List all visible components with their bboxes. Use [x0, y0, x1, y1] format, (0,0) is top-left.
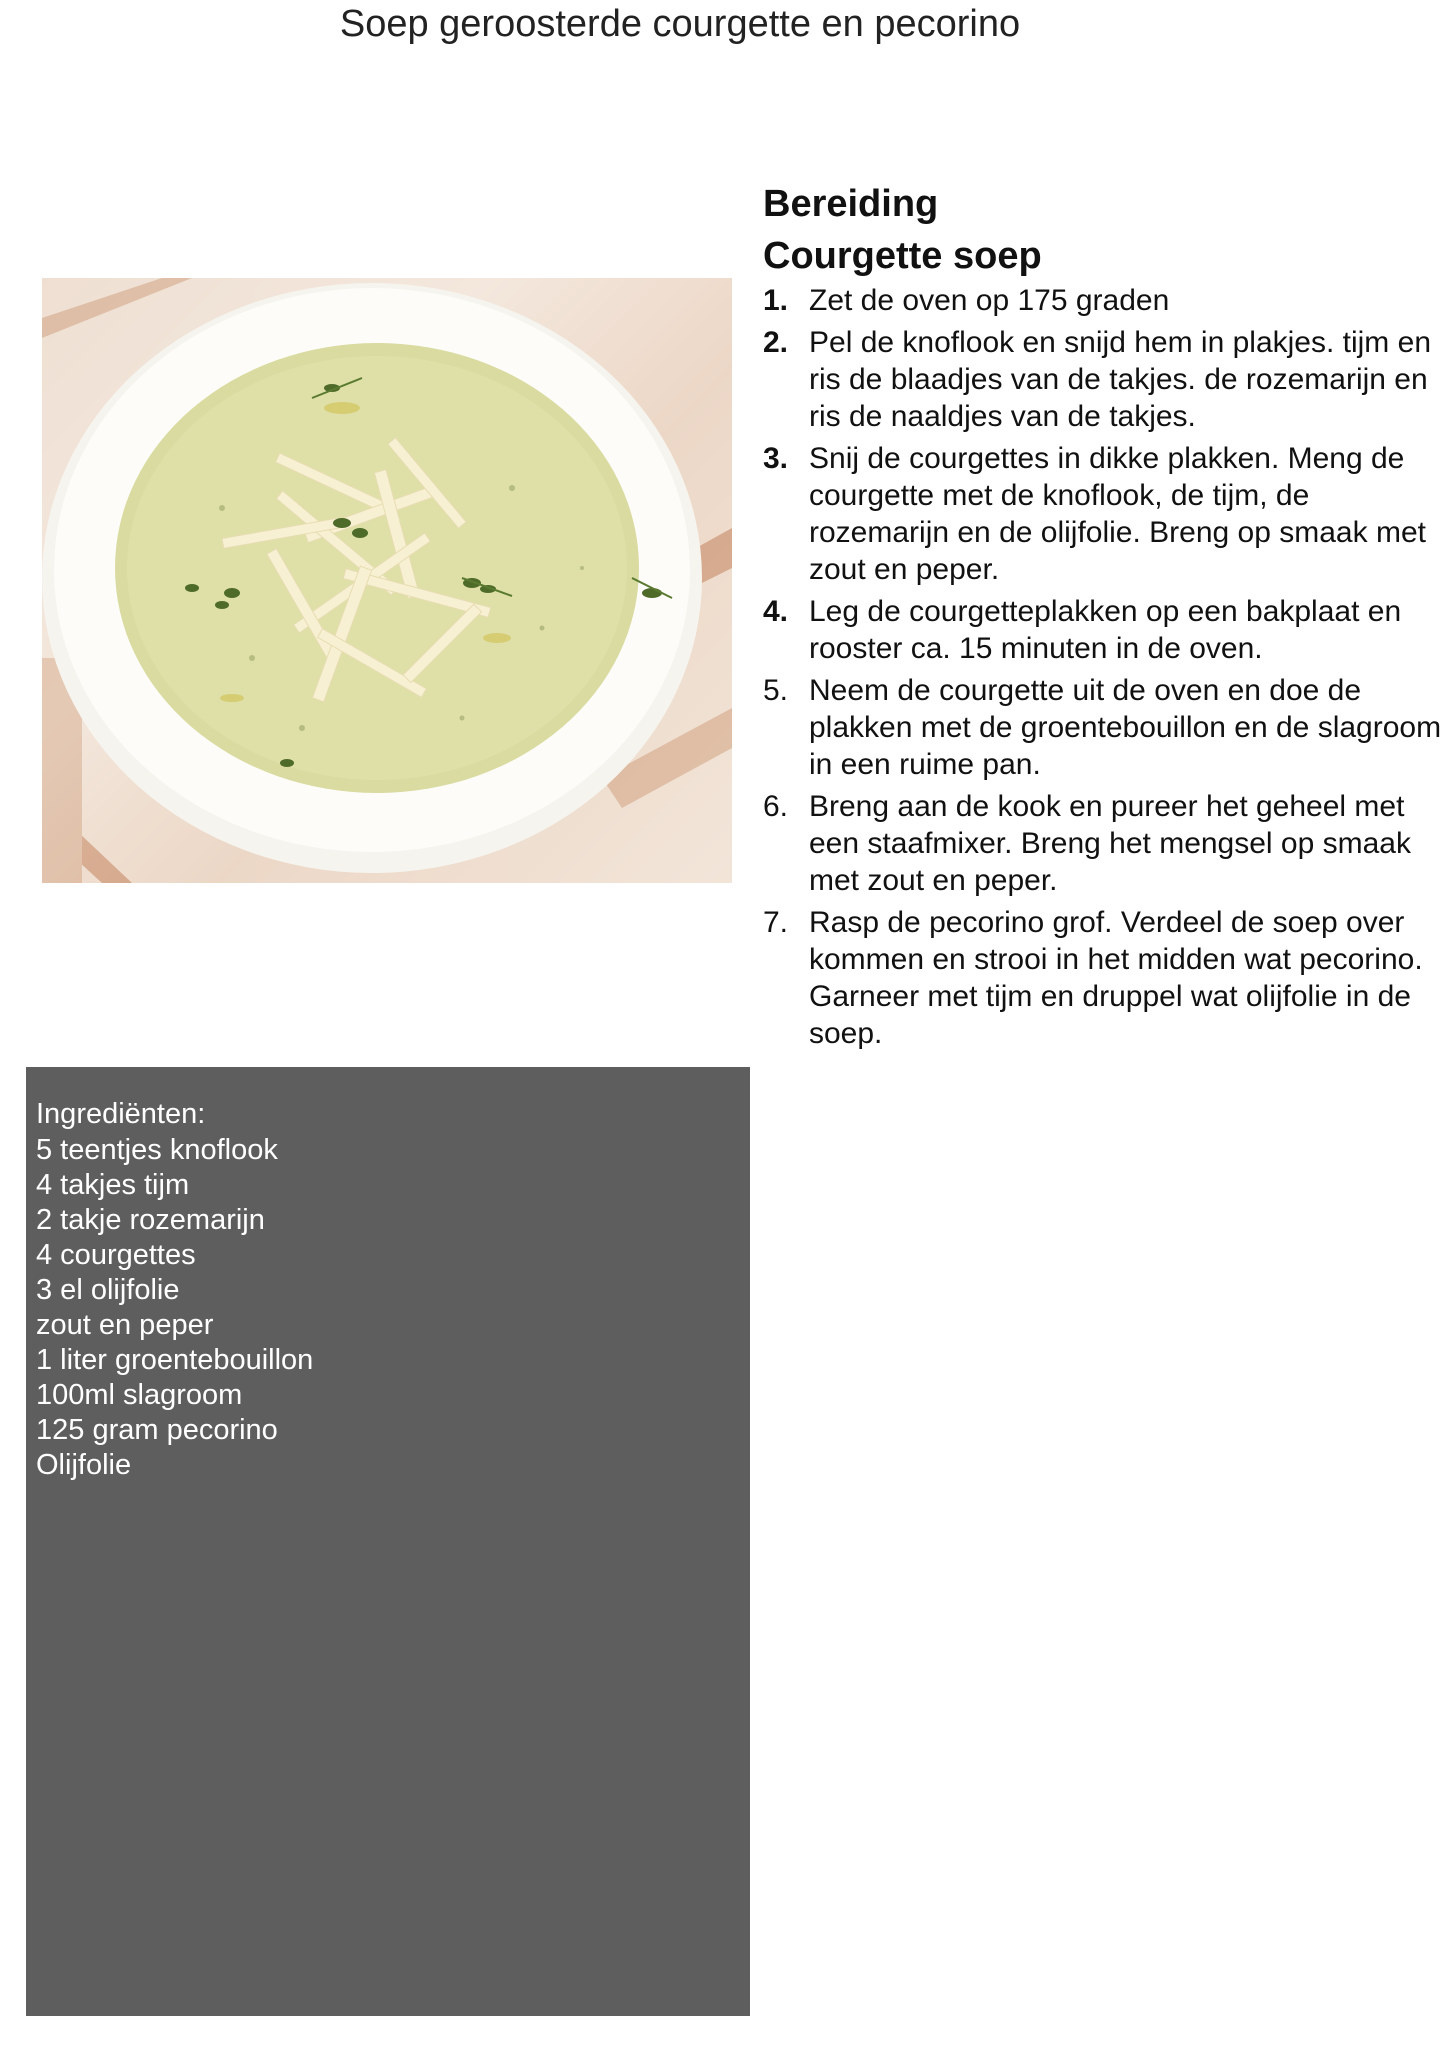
- ingredient-item: 2 takje rozemarijn: [36, 1204, 265, 1236]
- step-text: Breng aan de kook en pureer het geheel met een staafmixer. Breng het mengsel op smaak met zout en peper.: [809, 790, 1411, 897]
- step-number: 5.: [763, 674, 789, 707]
- step-text: Snij de courgettes in dikke plakken. Meng de courgette met de knoflook, de tijm, de rozemarijn en de olijfolie. Breng op smaak met zout en peper.: [809, 442, 1426, 586]
- step-text: Pel de knoflook en snijd hem in plakjes. tijm en ris de blaadjes van de takjes. de rozemarijn en ris de naaldjes van de takjes.: [809, 326, 1432, 433]
- page-title: Soep geroosterde courgette en pecorino: [339, 3, 1021, 45]
- ingredient-item: 5 teentjes knoflook: [36, 1134, 278, 1166]
- step-number: 2.: [763, 326, 789, 359]
- ingredient-item: 4 courgettes: [36, 1239, 196, 1271]
- ingredient-item: Olijfolie: [36, 1449, 132, 1481]
- ingredient-item: 125 gram pecorino: [36, 1414, 278, 1446]
- step-item: [763, 440, 1443, 588]
- step-item: [763, 788, 1443, 899]
- preparation-heading: Bereiding: [763, 183, 939, 225]
- step-number: 3.: [763, 442, 789, 475]
- ingredient-item: zout en peper: [36, 1309, 214, 1341]
- ingredient-item: 4 takjes tijm: [36, 1169, 190, 1201]
- ingredient-item: 3 el olijfolie: [36, 1274, 180, 1306]
- step-number: 1.: [763, 284, 789, 317]
- preparation-subheading: Courgette soep: [763, 235, 1042, 277]
- step-item: [763, 282, 1443, 319]
- soup-bowl-icon: [42, 278, 732, 883]
- soup-bowl-photo: [42, 278, 732, 883]
- step-number: 7.: [763, 906, 789, 939]
- step-item: [763, 904, 1443, 1052]
- ingredients-panel: [26, 1067, 750, 2016]
- step-text: Rasp de pecorino grof. Verdeel de soep over kommen en strooi in het midden wat pecorino. Garneer met tijm en druppel wat olijfolie in de soep.: [809, 906, 1423, 1050]
- step-item: [763, 324, 1443, 435]
- ingredient-item: 100ml slagroom: [36, 1379, 243, 1411]
- ingredients-list: [36, 1133, 740, 1483]
- ingredients-title: Ingrediënten:: [36, 1098, 206, 1130]
- step-text: Leg de courgetteplakken op een bakplaat en rooster ca. 15 minuten in de oven.: [809, 595, 1402, 665]
- step-text: Zet de oven op 175 graden: [809, 284, 1170, 317]
- ingredient-item: 1 liter groentebouillon: [36, 1344, 314, 1376]
- step-item: [763, 593, 1443, 667]
- step-number: 4.: [763, 595, 789, 628]
- step-text: Neem de courgette uit de oven en doe de plakken met de groentebouillon en de slagroom in een ruime pan.: [809, 674, 1442, 781]
- step-item: [763, 672, 1443, 783]
- step-number: 6.: [763, 790, 789, 823]
- preparation-steps-list: [763, 282, 1443, 1057]
